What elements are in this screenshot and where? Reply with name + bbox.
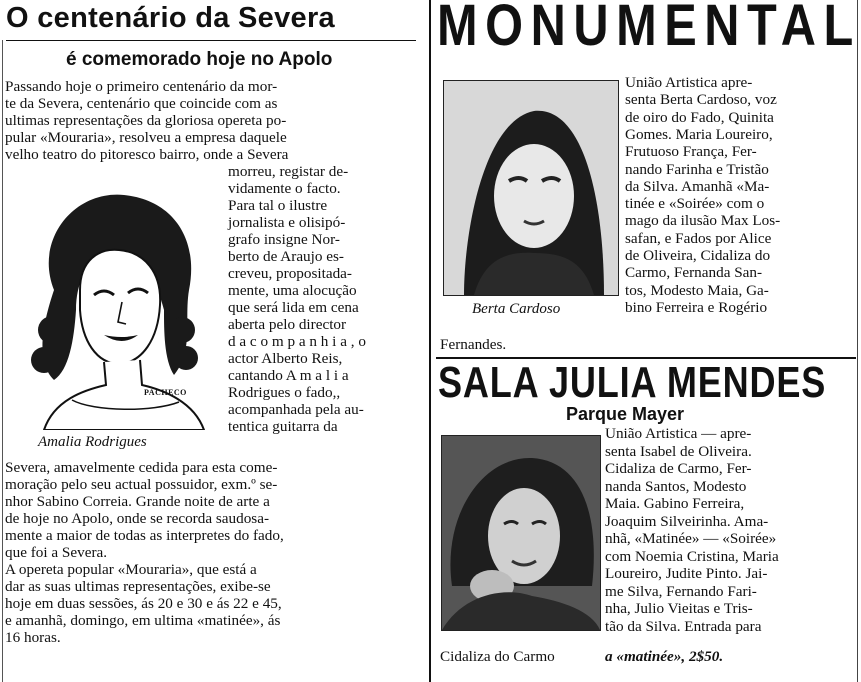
right-edge-rule: [857, 0, 858, 682]
text-line: safan, e Fados por Alice: [625, 229, 772, 247]
sala-last-line-left: Cidaliza do Carmo: [440, 648, 555, 665]
text-line: actor Alberto Reis,: [228, 350, 343, 367]
text-line: de oiro do Fado, Quinita: [625, 108, 774, 126]
text-line: te da Severa, centenário que coincide com as: [5, 95, 278, 112]
text-line: Joaquim Silveirinha. Ama-: [605, 512, 769, 530]
sala-headline: SALA JULIA MENDES: [438, 358, 827, 407]
text-line: de hoje no Apolo, onde se recorda saudosa-: [5, 510, 270, 527]
text-line: União Artistica apre-: [625, 74, 753, 91]
text-line: berto de Araujo es-: [228, 248, 344, 265]
text-line: creveu, propositada-: [228, 265, 352, 282]
text-line: 16 horas.: [5, 629, 61, 646]
text-line: A opereta popular «Mouraria», que está a: [5, 561, 257, 578]
illustration-signature: PACHECO: [144, 388, 187, 397]
sala-last-line-right: a «matinée», 2$50.: [605, 648, 724, 665]
text-line: dar as suas ultimas representações, exibe-se: [5, 578, 271, 595]
text-line: mago da ilusão Max Los-: [625, 212, 781, 230]
monumental-last-line: Fernandes.: [440, 336, 507, 353]
text-line: tinée e «Soirée» com o: [625, 195, 765, 213]
text-line: que foi a Severa.: [5, 544, 108, 561]
text-line: tos, Modesto Maia, Ga-: [625, 281, 769, 299]
text-line: nhor Sabino Correia. Grande noite de arte a: [5, 493, 270, 510]
text-line: e amanhã, domingo, em ultima «matinée», ás: [5, 612, 281, 629]
text-line: Severa, amavelmente cedida para esta come-: [5, 459, 278, 476]
text-line: Rodrigues o fado,,: [228, 384, 341, 401]
text-line: senta Berta Cardoso, voz: [625, 91, 777, 109]
text-line: União Artistica — apre-: [605, 425, 752, 442]
text-line: da Silva. Amanhã «Ma-: [625, 177, 770, 195]
monumental-headline: MONUMENTAL: [437, 0, 861, 58]
article-subheadline: é comemorado hoje no Apolo: [66, 49, 333, 70]
text-line: aberta pelo director: [228, 316, 347, 333]
text-line: tão da Silva. Entrada para: [605, 617, 762, 635]
text-line: vidamente o facto.: [228, 180, 341, 197]
article-headline: O centenário da Severa: [6, 2, 335, 34]
text-line: nando Farinha e Tristão: [625, 160, 769, 178]
text-line: senta Isabel de Oliveira.: [605, 442, 752, 460]
text-line: pular «Mouraria», resolveu a empresa daquele: [5, 129, 287, 146]
text-line: bino Ferreira e Rogério: [625, 298, 768, 316]
amalia-illustration: [14, 180, 214, 430]
headline-rule: [6, 40, 416, 41]
berta-photo-caption: Berta Cardoso: [472, 301, 561, 317]
text-line: Gomes. Maria Loureiro,: [625, 125, 773, 143]
text-line: cantando A m a l i a: [228, 367, 349, 384]
text-line: Carmo, Fernanda San-: [625, 264, 763, 282]
sala-subheadline: Parque Mayer: [566, 404, 685, 424]
column-divider: [429, 0, 431, 682]
text-line: nhã, «Matinée» — «Soirée»: [605, 530, 777, 547]
text-line: hoje em duas sessões, ás 20 e 30 e ás 22 e 45,: [5, 595, 282, 612]
text-line: ultimas representações da gloriosa opereta po-: [5, 112, 287, 129]
text-line: mente a maior de todas as interpretes do fado,: [5, 527, 284, 544]
text-line: Loureiro, Judite Pinto. Jai-: [605, 565, 768, 582]
isabel-oliveira-photo: [441, 435, 601, 631]
text-line: Para tal o ilustre: [228, 197, 328, 214]
text-line: mente, uma alocução: [228, 282, 357, 299]
text-line: que será lida em cena: [228, 299, 359, 316]
text-line: velho teatro do pitoresco bairro, onde a Severa: [5, 146, 289, 163]
text-line: Maia. Gabino Ferreira,: [605, 495, 745, 512]
text-line: de Oliveira, Cidaliza do: [625, 247, 771, 264]
text-line: me Silva, Fernando Fari-: [605, 582, 757, 600]
text-line: Frutuoso França, Fer-: [625, 143, 757, 161]
text-line: nha, Julio Vieitas e Tris-: [605, 600, 753, 617]
text-line: com Noemia Cristina, Maria: [605, 547, 779, 565]
text-line: d a c o m p a n h i a , o: [228, 333, 366, 350]
column-divider-left-edge: [2, 40, 3, 682]
text-line: tentica guitarra da: [228, 418, 338, 435]
text-line: morreu, registar de-: [228, 163, 349, 180]
text-line: Passando hoje o primeiro centenário da mor-: [5, 78, 278, 95]
berta-cardoso-photo: [443, 80, 619, 296]
text-line: nanda Santos, Modesto: [605, 477, 747, 495]
text-line: moração pelo seu actual possuidor, exm.º se-: [5, 476, 278, 493]
illustration-caption: Amalia Rodrigues: [38, 434, 147, 450]
text-line: jornalista e olisipó-: [228, 214, 346, 231]
text-line: Cidaliza de Carmo, Fer-: [605, 460, 752, 477]
text-line: grafo insigne Nor-: [228, 231, 340, 248]
text-line: acompanhada pela au-: [228, 401, 364, 418]
